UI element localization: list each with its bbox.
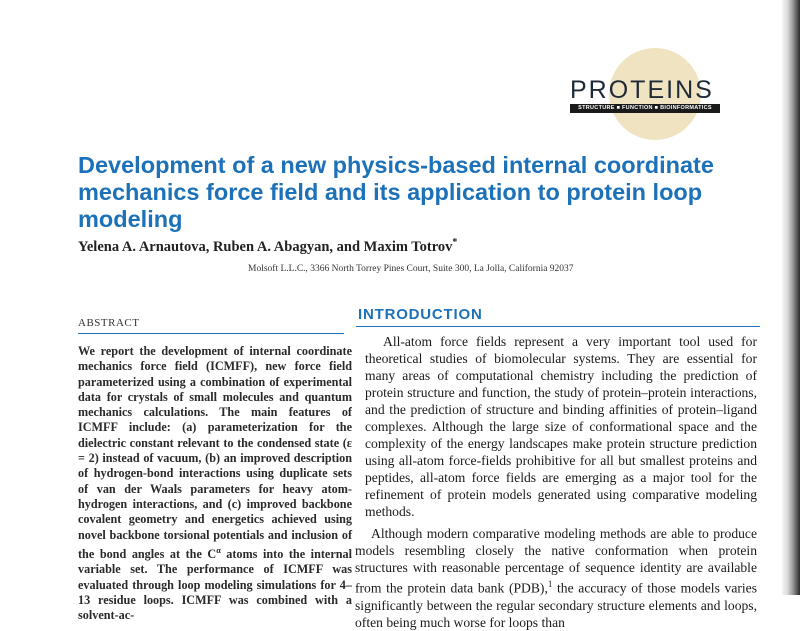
introduction-body bbox=[355, 333, 757, 631]
abstract-text-part-a: We report the development of internal coordinate mechanics force field (ICMFF), new force field parameterized using a combination of experimental data for crystals of small molecules and quantum mechanics calculations. The main features of ICMFF include: (a) parameterization for the dielectric constant relevant to the condensed state (ε = 2) instead of vacuum, (b) an improved description of hydrogen-bond interactions using duplicate sets of van der Waals parameters for heavy atom-hydrogen interactions, and (c) improved backbone covalent geometry and energetics achieved using novel backbone torsional potentials and inclusion of the bond angles at the C bbox=[78, 344, 352, 561]
abstract-text bbox=[78, 344, 352, 623]
corresponding-author-mark: * bbox=[452, 237, 458, 248]
journal-logo bbox=[556, 48, 736, 148]
paragraph-2-part-a: Although modern comparative modeling methods are able to produce models resembling closely the native conformation when protein structures with reasonable percentage of sequence identity are available from the protein data bank (PDB), bbox=[355, 526, 757, 596]
citation-ref-1[interactable]: 1 bbox=[547, 579, 553, 589]
introduction-paragraph-2 bbox=[355, 525, 757, 631]
alpha-superscript: α bbox=[216, 545, 221, 555]
introduction-divider bbox=[356, 326, 760, 327]
abstract-divider bbox=[78, 333, 344, 334]
abstract-heading: ABSTRACT bbox=[78, 317, 140, 329]
introduction-paragraph-1: All-atom force fields represent a very important tool used for theoretical studies of biomolecular systems. They are essential for many areas of computational chemistry including the prediction of protein structure and function, the study of protein–protein interactions, and the prediction of structure and binding affinities of protein–ligand complexes. Although the large size of conformational space and the complexity of the energy landscapes make protein structure prediction using all-atom force-fields prohibitive for all but smallest proteins and peptides, all-atom force fields are emerging as a major tool for the refinement of protein models generated using comparative modeling methods. bbox=[365, 334, 757, 519]
affiliation: Molsoft L.L.C., 3366 North Torrey Pines Court, Suite 300, La Jolla, California 92037 bbox=[248, 264, 574, 274]
abstract-text-part-b: atoms into the internal variable set. The performance of ICMFF was evaluated through loop modeling simulations for 4–13 residue loops. ICMFF was combined with a solvent-ac- bbox=[78, 546, 352, 623]
paragraph-2-part-b: the accuracy of those models varies significantly between the regular secondary structure elements and loops, often being much worse for loops than bbox=[355, 580, 757, 630]
introduction-heading: INTRODUCTION bbox=[358, 306, 483, 323]
window-edge-shadow bbox=[782, 0, 800, 595]
logo-wordmark: PROTEINS bbox=[570, 76, 714, 104]
authors-text: Yelena A. Arnautova, Ruben A. Abagyan, and Maxim Totrov bbox=[78, 238, 453, 255]
author-list bbox=[78, 237, 457, 256]
article-title: Development of a new physics-based internal coordinate mechanics force field and its application to protein loop modeling bbox=[78, 152, 714, 232]
logo-tagline: STRUCTURE ■ FUNCTION ■ BIOINFORMATICS bbox=[570, 104, 720, 113]
